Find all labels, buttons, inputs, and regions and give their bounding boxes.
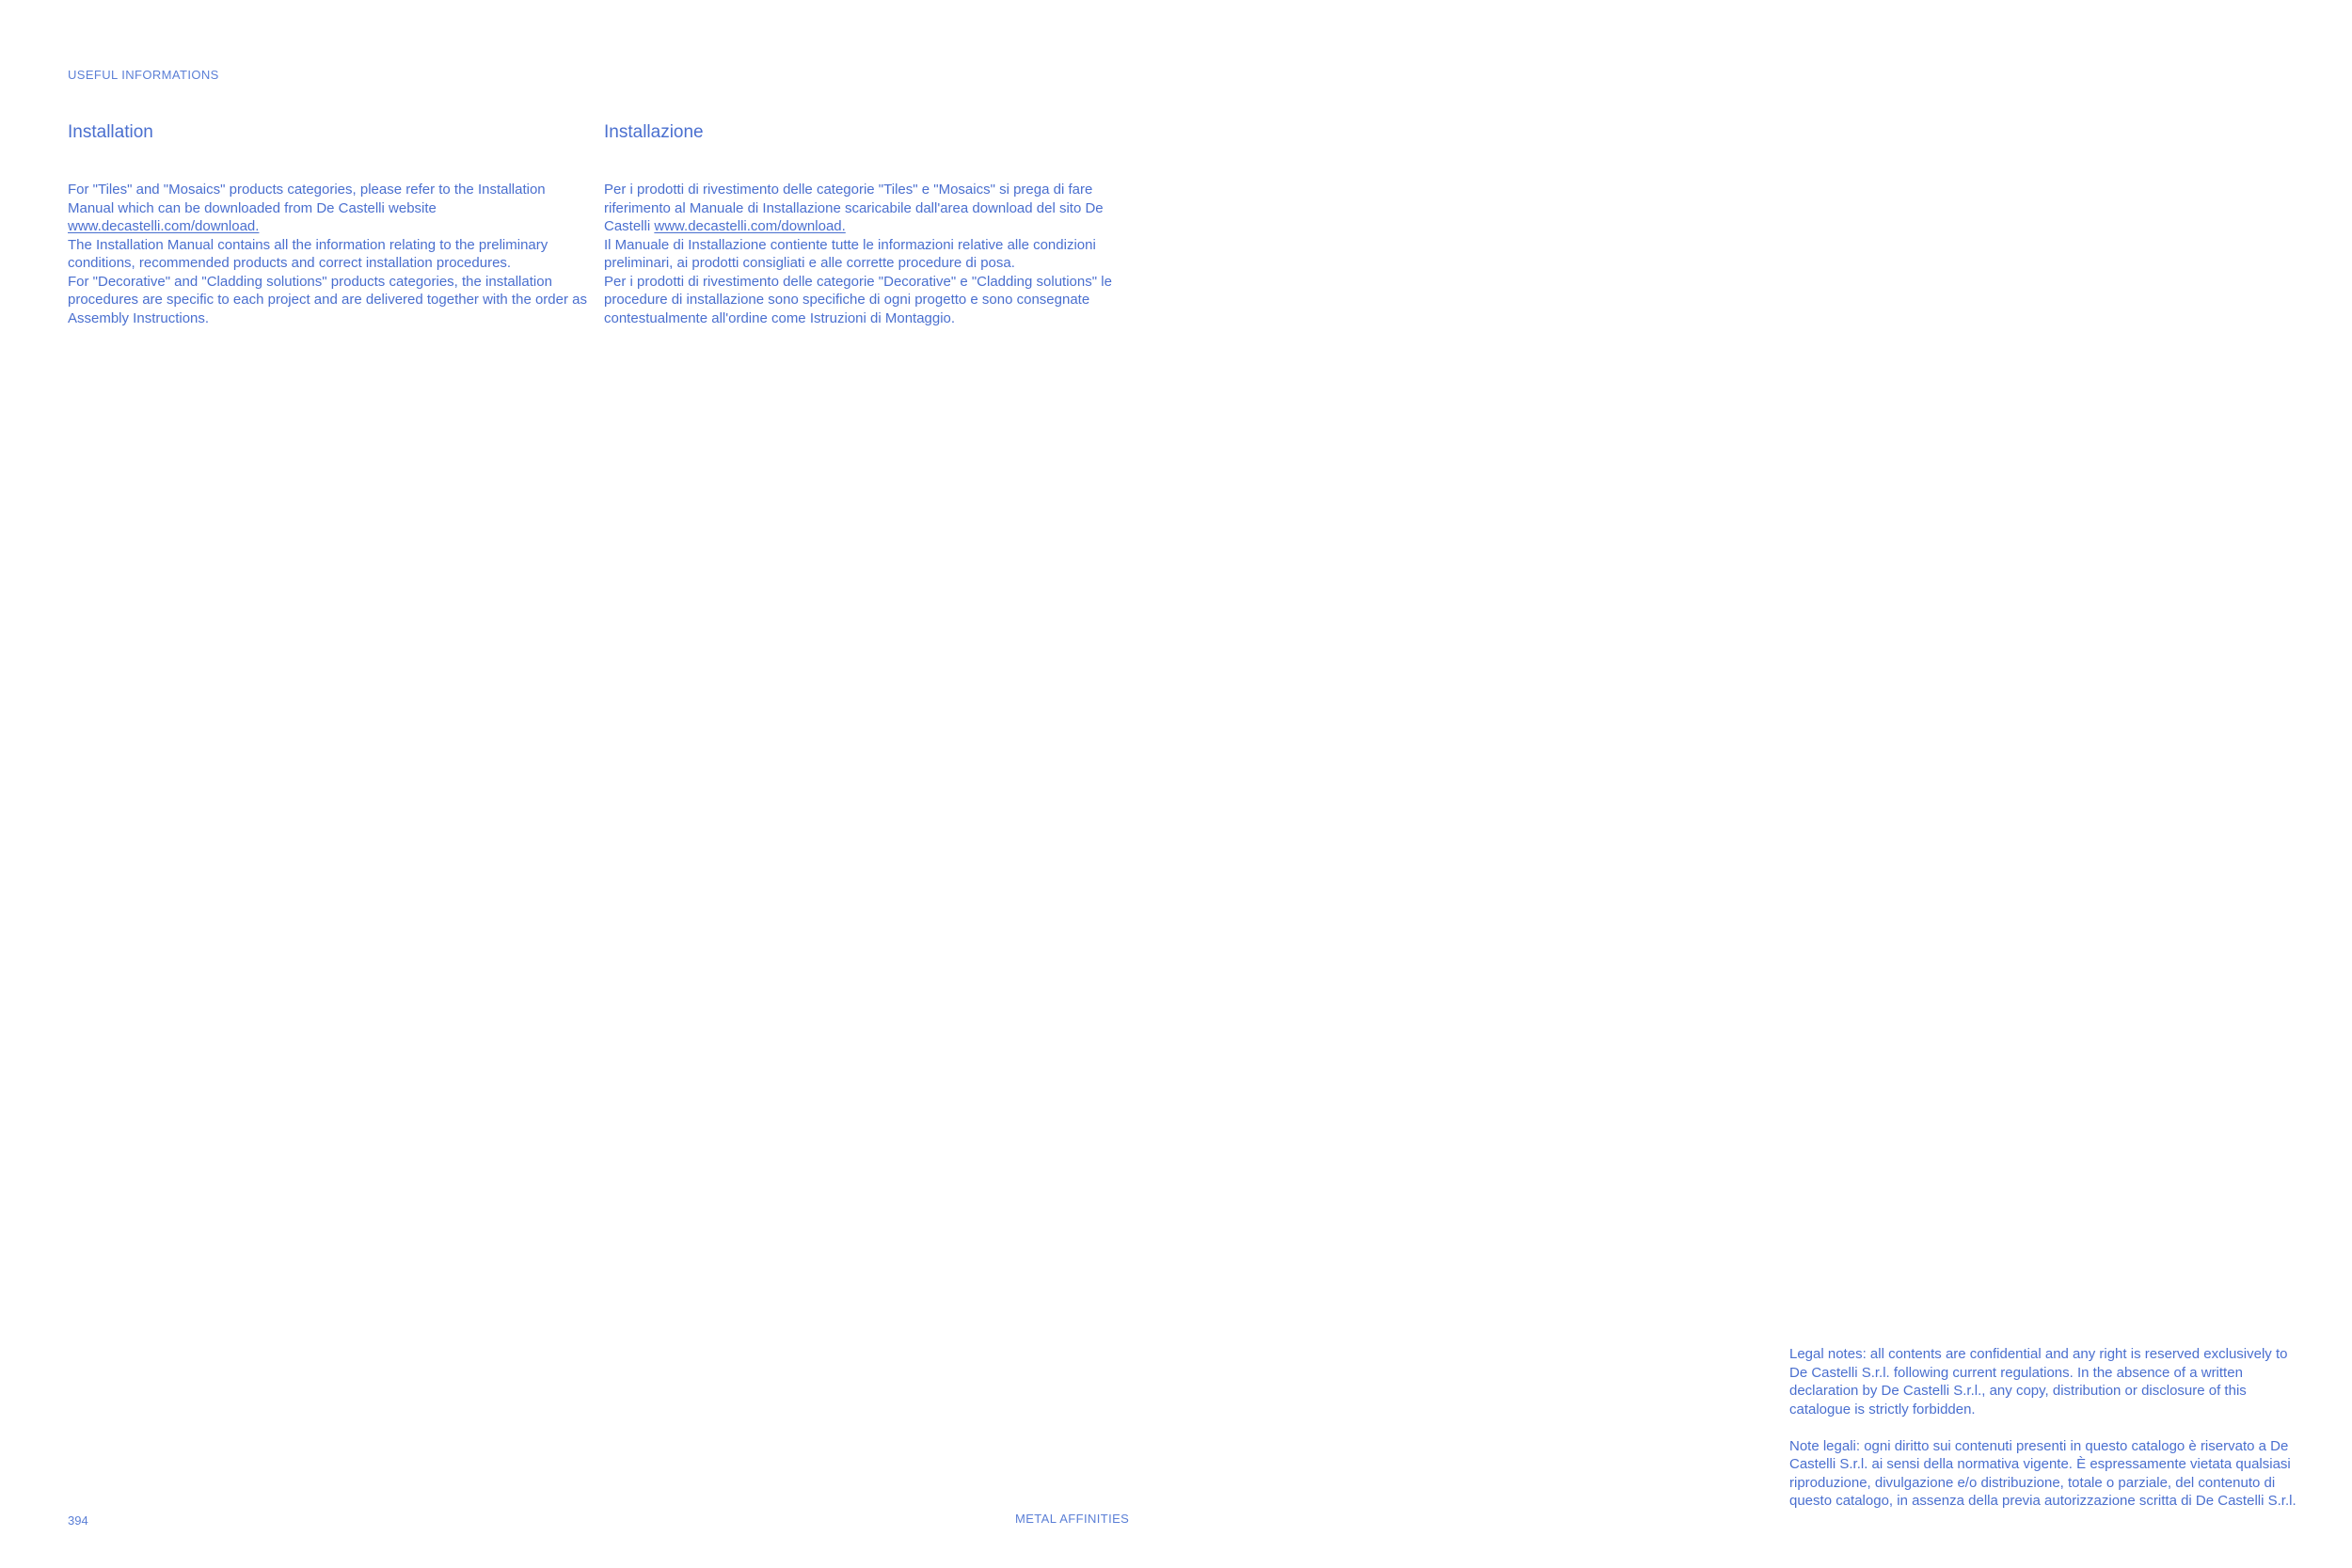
english-paragraph-1 — [68, 181, 595, 236]
italian-paragraph-1-text: Per i prodotti di rivestimento delle categorie "Tiles" e "Mosaics" si prega di fare riferimento al Manuale di Installazione scaricabile dall'area download del sito De Castelli — [604, 182, 1104, 234]
italian-paragraph-2: Il Manuale di Installazione contiente tutte le informazioni relative alle condizioni preliminari, ai prodotti consigliati e alle corrette procedure di posa. — [604, 236, 1096, 271]
english-download-link[interactable]: www.decastelli.com/download. — [68, 218, 260, 234]
english-paragraph-3: For "Decorative" and "Cladding solutions" products categories, the installation procedures are specific to each project and are delivered together with the order as Assembly Instructions. — [68, 273, 587, 326]
english-paragraph-2: The Installation Manual contains all the information relating to the preliminary conditions, recommended products and correct installation procedures. — [68, 236, 548, 271]
legal-notes — [1789, 1345, 2305, 1511]
legal-notes-english: Legal notes: all contents are confidential and any right is reserved exclusively to De Castelli S.r.l. following current regulations. In the absence of a written declaration by De Castelli S.r.l., any copy, distribution or disclosure of this catalogue is strictly forbidden. — [1789, 1346, 2288, 1418]
english-title: Installation — [68, 122, 153, 142]
italian-title: Installazione — [604, 122, 704, 142]
english-paragraph-1-text: For "Tiles" and "Mosaics" products categories, please refer to the Installation Manual which can be downloaded from De Castelli website — [68, 182, 546, 216]
english-column — [68, 122, 595, 327]
legal-notes-italian: Note legali: ogni diritto sui contenuti presenti in questo catalogo è riservato a De Castelli S.r.l. ai sensi della normativa vigente. È espressamente vietata qualsiasi riproduzione, divulgazione e/o distribuzione, totale o parziale, del contenuto di questo catalogo, in assenza della previa autorizzazione scritta di De Castelli S.r.l. — [1789, 1437, 2296, 1509]
italian-column — [604, 122, 1131, 327]
page-number: 394 — [68, 1513, 88, 1528]
english-body — [68, 181, 595, 327]
italian-download-link[interactable]: www.decastelli.com/download. — [654, 218, 846, 234]
catalog-title: METAL AFFINITIES — [1015, 1512, 1130, 1526]
italian-paragraph-1 — [604, 181, 1131, 236]
italian-paragraph-3: Per i prodotti di rivestimento delle categorie "Decorative" e "Cladding solutions" le procedure di installazione sono specifiche di ogni progetto e sono consegnate contestualmente all'ordine come Istruzioni di Montaggio. — [604, 273, 1112, 326]
italian-body — [604, 181, 1131, 327]
section-label: USEFUL INFORMATIONS — [68, 68, 219, 82]
